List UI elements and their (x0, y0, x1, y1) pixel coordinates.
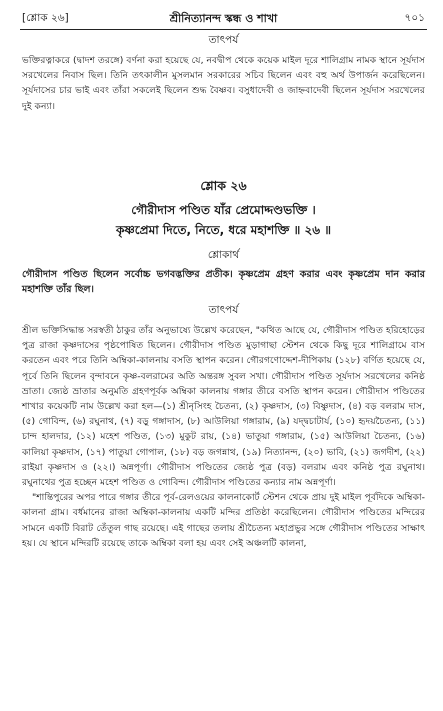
header-verse-ref: [শ্লোক ২৬] (22, 12, 69, 24)
verse-section (22, 178, 425, 240)
purport-paragraph: ভক্তিরত্নাকরে (দ্বাদশ তরঙ্গে) বর্ণনা করা হয়েছে যে, নবদ্বীপ থেকে কয়েক মাইল দূরে শালিগ্রাম নামক স্থানে সূর্যদাস সরখেলের নিবাস ছিল। তিনি তৎকালীন মুসলমান সরকারের সচিব ছিলেন এবং বহু অর্থ উপার্জন করেছিলেন। সূর্যদাসের চার ভাই এবং তাঁরা সকলেই ছিলেন শুদ্ধ বৈষ্ণব। বসুধাদেবী ও জাহ্নবাদেবী ছিলেন সূর্যদাস সরখেলের দুই কন্যা। (22, 55, 425, 112)
running-header (22, 8, 425, 28)
purport-heading-2: তাৎপর্য (208, 304, 239, 316)
translation-text: গৌরীদাস পণ্ডিত ছিলেন সর্বোচ্চ ভগবদ্ভক্তির প্রতীক। কৃষ্ণপ্রেম গ্রহণ করার এবং কৃষ্ণপ্রেম দান করার মহাশক্তি তাঁর ছিল। (22, 269, 425, 296)
header-rule (20, 29, 427, 30)
purport-section-1 (22, 33, 425, 114)
verse-line-1: গৌরীদাস পণ্ডিত যাঁর প্রেমোদ্দণ্ডভক্তি । (131, 203, 316, 217)
purport-heading: তাৎপর্য (208, 34, 239, 46)
purport-section-2 (22, 303, 425, 551)
purport-paragraph-2: "শান্তিপুরের অপর পারে গঙ্গার তীরে পূর্ব-রেলওয়ের কালনাকোর্ট স্টেশন থেকে প্রায় দুই মাইল পূর্বদিকে অম্বিকা-কালনা গ্রাম। বর্ধমানের রাজা অম্বিকা-কালনায় একটি মন্দির প্রতিষ্ঠা করেছিলেন। গৌরীদাস পণ্ডিতের মন্দিরের সামনে একটি বিরাট তেঁতুল গাছ রয়েছে। এই গাছের তলায় শ্রীচৈতন্য মহাপ্রভুর সঙ্গে গৌরীদাস পণ্ডিতের সাক্ষাৎ হয়। যে স্থানে মন্দিরটি রয়েছে তাকে অম্বিকা বলা হয় এবং সেই অঞ্চলটি কালনা, (22, 492, 425, 549)
verse-title: শ্লোক ২৬ (200, 178, 247, 193)
purport-paragraph-1: শ্রীল ভক্তিসিদ্ধান্ত সরস্বতী ঠাকুর তাঁর অনুভাষ্যে উল্লেখ করেছেন, "কথিত আছে যে, গৌরীদাস পণ্ডিত হরিহোড়ের পুত্র রাজা কৃষ্ণদাসের পৃষ্ঠপোষিত ছিলেন। গৌরীদাস পণ্ডিত মুড়াগাছা স্টেশন থেকে কিছু দূরে শালিগ্রামে বাস করতেন এবং পরে তিনি অম্বিকা-কালনায় বসতি স্থাপন করেন। গৌরগণোদ্দেশ-দীপিকায় (১২৮) বর্ণিত হয়েছে যে, পূর্বে তিনি ছিলেন বৃন্দাবনে কৃষ্ণ-বলরামের অতি অন্তরঙ্গ সুবল সখা। গৌরীদাস পণ্ডিত সূর্যদাস সরখেলের কনিষ্ঠ ভ্রাতা। জ্যেষ্ঠ ভ্রাতার অনুমতি গ্রহণপূর্বক অম্বিকা কালনায় গঙ্গার তীরে বসতি স্থাপন করেন। গৌরীদাস পণ্ডিতের শাখার কয়েকটি নাম উল্লেখ করা হল—(১) শ্রীনৃসিংহ চৈতন্য, (২) কৃষ্ণদাস, (৩) বিষ্ণুদাস, (৪) বড় বলরাম দাস, (৫) গোবিন্দ, (৬) রঘুনাথ, (৭) বড়ু গঙ্গাদাস, (৮) আউলিয়া গঙ্গারাম, (৯) যদ্দ্বচাটার্য, (১০) হৃদয়চৈতন্য, (১১) চান্দ হালদার, (১২) মহেশ পণ্ডিত, (১৩) মুকুট রায়, (১৪) ভাতুয়া গঙ্গারাম, (১৫) আউলিয়া চৈতন্য, (১৬) কালিয়া কৃষ্ণদাস, (১৭) পাতুয়া গোপাল, (১৮) বড় জগন্নাথ, (১৯) নিত্যানন্দ, (২০) ভাবি, (২১) জগদীশ, (২২) রাইয়া কৃষ্ণদাস ও (২২।) অন্নপূর্ণা। গৌরীদাস পণ্ডিতের জ্যেষ্ঠ পুত্র (বড়) বলরাম এবং কনিষ্ঠ পুত্র রঘুনাথ। রঘুনাথের পুত্র হচ্ছেন মহেশ পণ্ডিত ও গোবিন্দ। গৌরীদাস পণ্ডিতের কন্যার নাম অন্নপূর্ণা। (22, 325, 425, 489)
header-chapter-title: শ্রীনিত্যানন্দ স্কন্ধ ও শাখা (169, 12, 278, 25)
page-number: ৭০১ (404, 12, 425, 24)
translation-section (22, 248, 425, 297)
verse-line-2: কৃষ্ণপ্রেমা দিতে, নিতে, ধরে মহাশক্তি ॥ ২৬ ॥ (115, 223, 332, 237)
translation-heading: শ্লোকার্থ (207, 249, 240, 261)
